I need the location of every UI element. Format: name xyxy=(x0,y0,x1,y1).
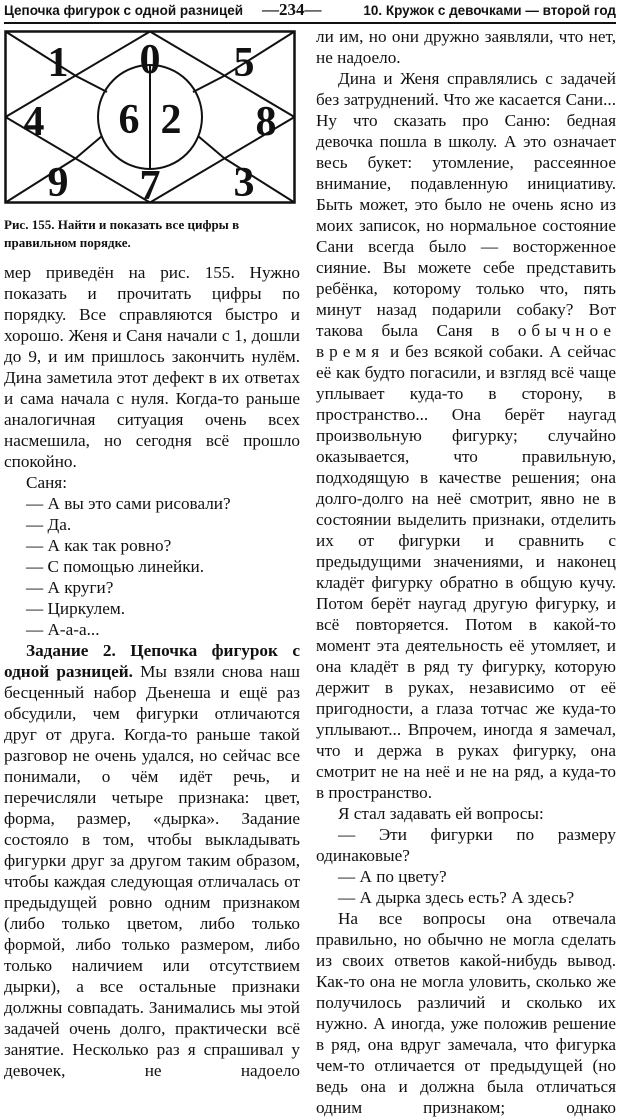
digit-4: 4 xyxy=(23,99,45,145)
page-number: —234— xyxy=(262,0,322,19)
figure-line xyxy=(198,136,224,158)
paragraph xyxy=(316,68,616,803)
paragraph: ли им, но они дружно заявляли, что нет, не надоело. xyxy=(316,27,616,67)
digit-figure xyxy=(4,30,296,204)
text-run: и без всякой собаки. А сейчас её как будто погасили, и взгляд всё чаще уплывает куда-то в сторону, в пространство... Она берёт наугад произвольную фигурку; случайно оказывается, что правильную, подходящую в качестве решения; она долго-долго на неё смотрит, явно не в состоянии выделить признаки, отделить их от фигурки и сравнить с предыдущими значениями, и наконец кладёт фигурку обратно в общую кучу. Потом берёт наугад другую фигурку, и всё повторяется. Потом в какой-то момент эта деятельность её утомляет, и она кладёт в ряд ту фигурку, которую держит в руках, независимо от её пригодности, а глаза тотчас же куда-то уплывают... Впрочем, иногда я замечал, что и держа в руках фигурку, она смотрит не на неё и не на ряд, а куда-то в пространство. xyxy=(316,342,616,802)
digit-7: 7 xyxy=(139,163,161,204)
header-rule xyxy=(4,22,616,24)
digit-5: 5 xyxy=(233,40,255,86)
dialog-line: — А круги? xyxy=(26,578,114,597)
figure-line xyxy=(76,76,107,92)
question-line: — А дырка здесь есть? А здесь? xyxy=(338,888,575,907)
dialog-line: — Циркулем. xyxy=(26,599,126,618)
digit-8: 8 xyxy=(255,99,277,145)
task-title: Задание 2. Цепочка фигурок с одной разницей. xyxy=(4,641,300,681)
text-run: Дина и Женя справлялись с задачей без затруднений. Что же касается Сани... Ну что сказать про Саню: бедная девочка пошла в школу. А это означает весь букет: утомление, рассеянное внимание, подавленную инициативу. Быть может, это было не очень ясно из моих записок, но нормальное состояние Сани всегда было — восторженное сияние. Вы можете себе представить ребёнка, которому только что, пять минут назад подарили собаку? Вот такова была Саня в xyxy=(316,69,616,340)
dialog-line: — С помощью линейки. xyxy=(26,557,205,576)
digit-1: 1 xyxy=(47,40,69,86)
digit-2: 2 xyxy=(160,97,182,143)
dialog-line: — А вы это сами рисовали? xyxy=(26,494,231,513)
right-column xyxy=(316,26,616,1118)
paragraph: Я стал задавать ей вопросы: xyxy=(338,804,544,823)
dialog-line: — Да. xyxy=(26,515,72,534)
dialog-line: Саня: xyxy=(26,473,67,492)
figure-line xyxy=(76,136,102,158)
paragraph: мер приведён на рис. 155. Нужно показать и прочитать цифры по порядку. Все справляются быстро и хорошо. Женя и Саня начали с 1, дошли до 9, и им пришлось закончить нулём. Дина заметила этот дефект в их ответах и сама начала с нуля. Когда-то раньше аналогичная ситуация очень всех насмешила, но сегодня всё прошло спокойно. xyxy=(4,263,300,471)
left-column xyxy=(4,262,300,1081)
figure-line xyxy=(193,76,224,92)
running-header xyxy=(4,0,616,24)
task-paragraph xyxy=(4,640,300,1081)
header-chapter-title: 10. Кружок с девочками — второй год xyxy=(363,3,616,18)
spaced-text: обычное время xyxy=(316,321,616,361)
dialog-line: — А как так ровно? xyxy=(26,536,172,555)
header-section-title: Цепочка фигурок с одной разницей xyxy=(4,3,244,18)
figure-caption: Рис. 155. Найти и показать все цифры в правильном порядке. xyxy=(4,217,240,250)
question-line: — Эти фигурки по размеру одинаковые? xyxy=(316,825,616,865)
digit-9: 9 xyxy=(47,160,69,204)
digit-6: 6 xyxy=(118,97,140,143)
paragraph: На все вопросы она отвечала правильно, но обычно не могла сделать из своих ответов какой-нибудь вывод. Как-то она не могла уловить, сколько же получилось различий и сколько их нужно. А иногда, уже положив решение в ряд, она вдруг замечала, что фигурка чем-то отличается от предыдущей (но ведь она и должна была отличаться одним признаком; однако xyxy=(316,909,616,1117)
dialog-line: — А-а-а... xyxy=(26,620,100,639)
question-line: — А по цвету? xyxy=(338,867,447,886)
digit-0: 0 xyxy=(139,37,161,83)
digit-3: 3 xyxy=(233,160,255,204)
task-text: Мы взяли снова наш бесценный набор Дьенеша и ещё раз обсудили, чем фигурки отличаются друг от друга. Когда-то раньше такой разговор не очень удался, но сейчас все понимали, о чём идёт речь, и перечисляли четыре признака: цвет, форма, размер, «дырка». Задание состояло в том, чтобы выкладывать фигурки друг за другом таким образом, чтобы каждая следующая отличалась от предыдущей ровно одним признаком (либо только цветом, либо только формой, либо только размером, либо только наличием или отсутствием дырки), а все остальные признаки должны совпадать. Занимались мы этой задачей очень долго, практически всё занятие. Несколько раз я спрашивал у девочек, не надоело xyxy=(4,662,300,1080)
